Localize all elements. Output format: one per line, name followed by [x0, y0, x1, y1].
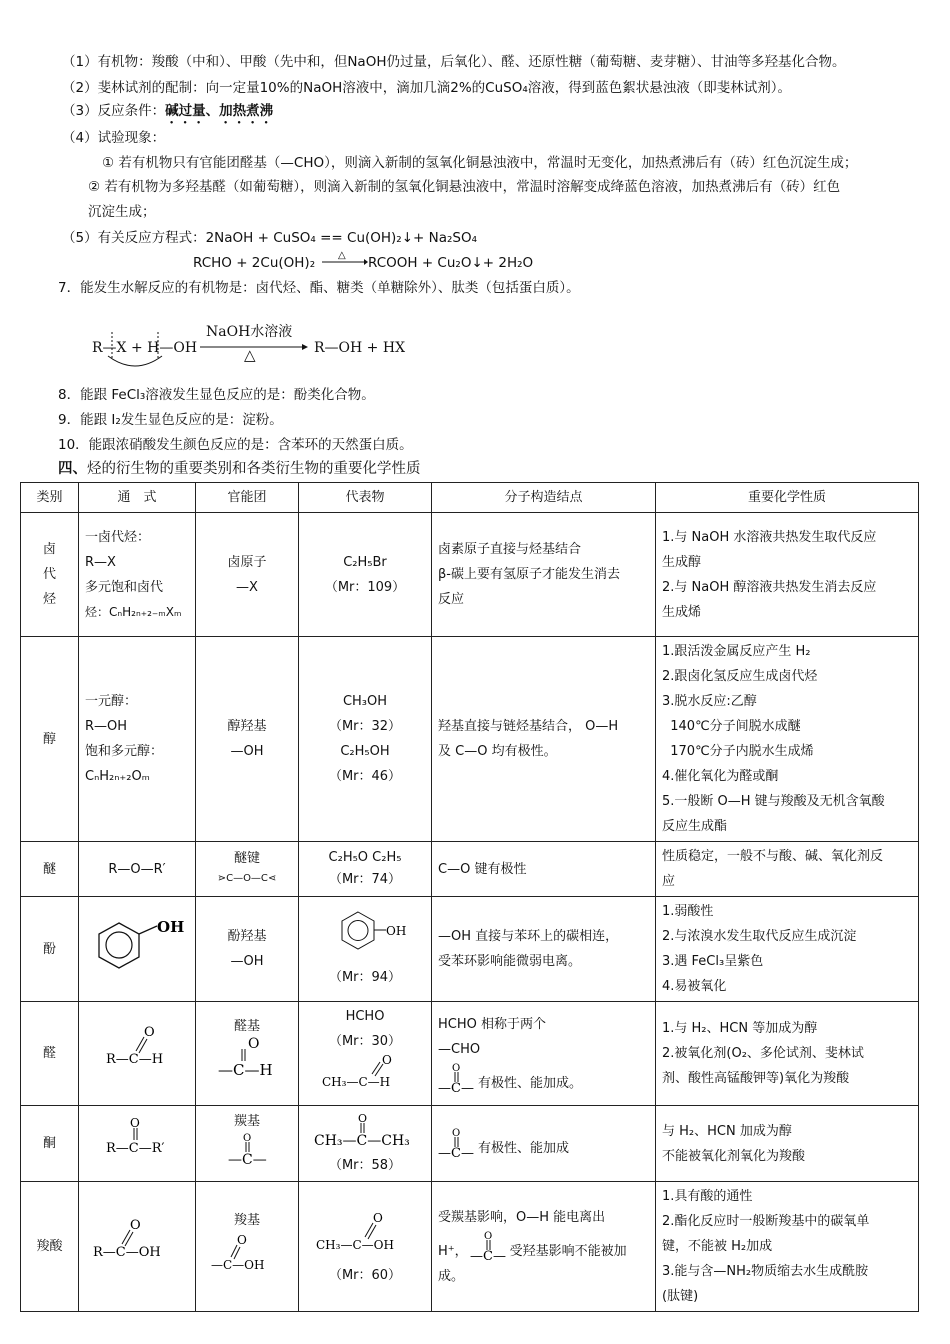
cell-representative: C₂H₅Br （Mr：109） [299, 513, 432, 637]
svg-text:O: O [144, 1025, 155, 1040]
svg-text:O: O [248, 1037, 260, 1052]
cell-formula: R—O—R′ [79, 842, 196, 897]
acid-formula-diagram [87, 1214, 187, 1270]
svg-text:CH₃—C—CH₃: CH₃—C—CH₃ [314, 1133, 410, 1149]
cell-properties: 1.具有酸的通性 2.酯化反应时一般断羧基中的碳氧单 键，不能被 H₂加成 3.能与含—NH₂物质缩去水生成酰胺 (肽键) [656, 1182, 919, 1312]
cell-group: 酚羟基 —OH [196, 897, 299, 1002]
hydrolysis-bond-marks [100, 318, 180, 368]
svg-text:O: O [483, 1230, 492, 1242]
svg-text:R—C—R′: R—C—R′ [106, 1141, 165, 1156]
header-structure: 分子构造结点 [432, 483, 656, 513]
hydrolysis-condition-top: NaOH水溶液 [206, 324, 293, 340]
svg-text:O: O [130, 1218, 141, 1233]
cell-properties: 1.与 H₂、HCN 等加成为醇 2.被氧化剂(O₂、多伦试剂、斐林试 剂、酸性高锰酸钾等)氧化为羧酸 [656, 1002, 919, 1106]
carbonyl-diagram [438, 1062, 478, 1096]
cell-category: 羧酸 [21, 1182, 79, 1312]
ketone-formula-diagram [92, 1116, 182, 1162]
text-line-10: 7．能发生水解反应的有机物是：卤代烃、酯、糖类（单糖除外）、肽类（包括蛋白质）。 [58, 280, 580, 296]
svg-text:O: O [130, 1116, 140, 1130]
derivatives-table [20, 482, 919, 1312]
cell-formula: 一卤代烃： R—X 多元饱和卤代 烃：CₙH₂ₙ₊₂₋ₘXₘ [79, 513, 196, 637]
text-line-5: ① 若有机物只有官能团醛基（—CHO），则滴入新制的氢氧化铜悬浊液中，常温时无变化，加热煮沸后有（砖）红色沉淀生成； [102, 155, 858, 171]
cell-structure: C—O 键有极性 [432, 842, 656, 897]
text-line-9-left: RCHO + 2Cu(OH)₂ [193, 255, 316, 271]
section-title: 烃的衍生物的重要类别和各类衍生物的重要化学性质 [87, 461, 421, 477]
svg-text:—C—: —C— [438, 1080, 474, 1096]
svg-text:O: O [452, 1062, 461, 1074]
svg-text:CH₃—C—OH: CH₃—C—OH [316, 1238, 394, 1252]
carboxyl-group-diagram [207, 1231, 287, 1275]
table-row-aldehyde [21, 1002, 919, 1106]
cell-properties: 1.弱酸性 2.与浓溴水发生取代反应生成沉淀 3.遇 FeCl₃呈紫色 4.易被氧化 [656, 897, 919, 1002]
cell-representative: C₂H₅O C₂H₅ （Mr：74） [299, 842, 432, 897]
svg-text:R—C—OH: R—C—OH [93, 1245, 161, 1260]
cell-properties: 1.与 NaOH 水溶液共热发生取代反应 生成醇 2.与 NaOH 醇溶液共热发生消去反应 生成烯 [656, 513, 919, 637]
cell-representative: OH （Mr：94） [299, 897, 432, 1002]
cell-representative: CH₃—C—OH O （Mr：60） [299, 1182, 432, 1312]
table-header-row [21, 483, 919, 513]
cell-structure: 卤素原子直接与烃基结合 β-碳上要有氢原子才能发生消去 反应 [432, 513, 656, 637]
table-row-ketone [21, 1106, 919, 1182]
cell-category: 酚 [21, 897, 79, 1002]
cell-category: 醇 [21, 637, 79, 842]
header-representative: 代表物 [299, 483, 432, 513]
cell-formula [79, 897, 196, 1002]
cell-group: 羧基 —C—OH O [196, 1182, 299, 1312]
phenol-rep-oh-label: OH [386, 924, 407, 938]
svg-text:O: O [358, 1112, 368, 1125]
text-line-12: 9．能跟 I₂发生显色反应的是：淀粉。 [58, 412, 283, 428]
section-number: 四、 [58, 461, 87, 477]
acetaldehyde-diagram [310, 1054, 420, 1094]
header-group: 官能团 [196, 483, 299, 513]
text-line-8: （5）有关反应方程式：2NaOH + CuSO₄ == Cu(OH)₂↓+ Na₂SO₄ [62, 230, 478, 246]
cell-structure: HCHO 相称于两个 —CHO —C— O 有极性、能加成。 [432, 1002, 656, 1106]
svg-text:O: O [243, 1133, 252, 1144]
aldehyde-formula-diagram [92, 1021, 182, 1077]
cell-structure: 受羰基影响，O—H 能电离出 H⁺， —C— O 受羟基影响不能被加 成。 [432, 1182, 656, 1312]
arrow-condition: △ [338, 250, 346, 261]
text-line-4: （4）试验现象： [62, 130, 166, 146]
svg-text:O: O [237, 1233, 247, 1247]
carbonyl-diagram [438, 1127, 478, 1161]
svg-text:O: O [452, 1127, 461, 1139]
acetone-diagram [310, 1111, 420, 1149]
text-line-6: ② 若有机物为多羟基醛（如葡萄糖），则滴入新制的氢氧化铜悬浊液中，常温时溶解变成绛蓝色溶液，加热煮沸后有（砖）红色 [88, 179, 841, 195]
cell-group: 卤原子 —X [196, 513, 299, 637]
cell-category: 醛 [21, 1002, 79, 1106]
cell-properties: 与 H₂、HCN 加成为醇 不能被氧化剂氧化为羧酸 [656, 1106, 919, 1182]
phenol-structure-diagram [87, 915, 187, 975]
svg-text:—C—: —C— [228, 1152, 267, 1168]
section-heading [58, 459, 421, 479]
cell-formula [79, 1182, 196, 1312]
svg-text:R—C—H: R—C—H [106, 1052, 164, 1067]
cell-formula [79, 1002, 196, 1106]
table-row-carboxylic-acid [21, 1182, 919, 1312]
cell-representative: HCHO （Mr：30） CH₃—C—H O [299, 1002, 432, 1106]
text-line-1: （1）有机物：羧酸（中和）、甲酸（先中和，但NaOH仍过量，后氧化）、醛、还原性糖（葡萄糖、麦芽糖）、甘油等多羟基化合物。 [62, 54, 846, 70]
cell-formula: 一元醇： R—OH 饱和多元醇： CₙH₂ₙ₊₂Oₘ [79, 637, 196, 842]
cell-representative: CH₃—C—CH₃ O （Mr：58） [299, 1106, 432, 1182]
cell-category: 醚 [21, 842, 79, 897]
text-line-3-prefix: （3）反应条件： [62, 103, 166, 119]
svg-text:O: O [373, 1211, 383, 1225]
text-line-9-right: RCOOH + Cu₂O↓+ 2H₂O [368, 255, 534, 271]
text-line-3 [62, 101, 273, 127]
reaction-arrow-1 [320, 247, 368, 271]
text-line-13: 10．能跟浓硝酸发生颜色反应的是：含苯环的天然蛋白质。 [58, 437, 413, 453]
table-row-alcohol [21, 637, 919, 842]
table-row-haloalkane [21, 513, 919, 637]
svg-text:CH₃—C—H: CH₃—C—H [322, 1075, 391, 1089]
ketone-group-diagram [222, 1132, 272, 1168]
cell-group: 醇羟基 —OH [196, 637, 299, 842]
text-line-7: 沉淀生成； [88, 204, 156, 220]
text-line-2: （2）斐林试剂的配制：向一定量10%的NaOH溶液中，滴加几滴2%的CuSO₄溶液，得到蓝色絮状悬浊液（即斐林试剂）。 [62, 80, 791, 96]
phenol-representative-diagram [320, 908, 410, 956]
svg-text:O: O [382, 1054, 392, 1067]
header-formula: 通 式 [79, 483, 196, 513]
cell-properties: 1.跟活泼金属反应产生 H₂ 2.跟卤化氢反应生成卤代烃 3.脱水反应:乙醇 140℃分子间脱水成醚 170℃分子内脱水生成烯 4.催化氧化为醛或酮 5.一般断 O—H 键与羧酸及无机含氧酸 反应生成酯 [656, 637, 919, 842]
svg-text:—C—: —C— [438, 1145, 474, 1161]
hydrolysis-eq-left: R—X + H—OH [92, 340, 198, 356]
phenol-oh-label: OH [157, 917, 185, 936]
aldehyde-group-diagram [212, 1037, 282, 1083]
table-row-phenol [21, 897, 919, 1002]
svg-text:—C—: —C— [469, 1248, 506, 1264]
hydrolysis-condition-bottom: △ [244, 346, 256, 364]
table-row-ether [21, 842, 919, 897]
svg-text:—C—H: —C—H [218, 1061, 273, 1079]
cell-group: 醚键 ⋗C—O—C⋖ [196, 842, 299, 897]
header-category: 类别 [21, 483, 79, 513]
cell-category: 卤代烃 [21, 513, 79, 637]
cell-formula [79, 1106, 196, 1182]
cell-group: 羰基 —C— O [196, 1106, 299, 1182]
cell-structure: —C— O 有极性、能加成 [432, 1106, 656, 1182]
cell-structure: 羟基直接与链烃基结合， O—H 及 C—O 均有极性。 [432, 637, 656, 842]
cell-properties: 性质稳定，一般不与酸、碱、氧化剂反 应 [656, 842, 919, 897]
text-line-11: 8．能跟 FeCl₃溶液发生显色反应的是：酚类化合物。 [58, 387, 375, 403]
carbonyl-diagram [468, 1230, 510, 1264]
cell-representative: CH₃OH （Mr：32） C₂H₅OH （Mr：46） [299, 637, 432, 842]
hydrolysis-eq-right: R—OH + HX [314, 340, 406, 356]
text-line-3-emphasis: 碱过量、加热煮沸 [165, 103, 274, 119]
svg-text:—C—OH: —C—OH [211, 1258, 265, 1272]
acetic-acid-diagram [310, 1207, 420, 1259]
cell-group: 醛基 —C—H O [196, 1002, 299, 1106]
ether-bond-structure: ⋗C—O—C⋖ [217, 873, 277, 884]
cell-category: 酮 [21, 1106, 79, 1182]
header-properties: 重要化学性质 [656, 483, 919, 513]
cell-structure: —OH 直接与苯环上的碳相连， 受苯环影响能微弱电离。 [432, 897, 656, 1002]
